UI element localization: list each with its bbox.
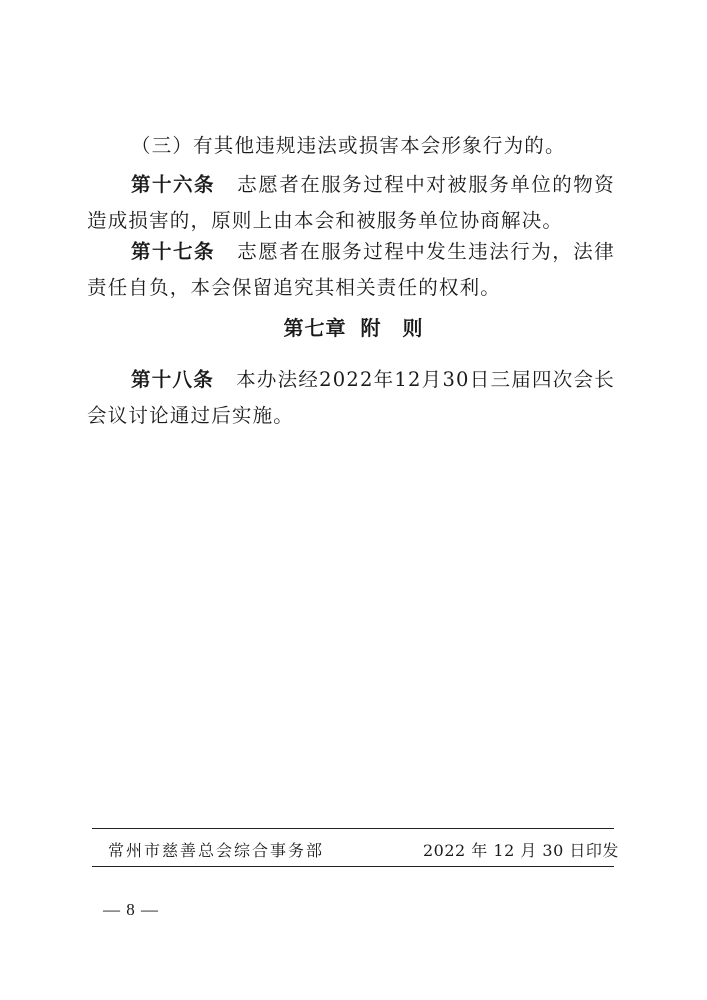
article-17-text: 志愿者在服务过程中发生违法行为，法律责任自负，本会保留追究其相关责任的权利。	[87, 240, 615, 299]
footer-issuer: 常州市慈善总会综合事务部	[108, 841, 325, 860]
item-three-paragraph	[87, 128, 615, 164]
article-17-label: 第十七条	[131, 240, 215, 263]
footer-bottom-rule	[92, 866, 614, 867]
article-16-text: 志愿者在服务过程中对被服务单位的物资造成损害的，原则上由本会和被服务单位协商解决。	[87, 173, 615, 232]
article-18-label: 第十八条	[131, 368, 215, 391]
item-three-text: （三）有其他违规违法或损害本会形象行为的。	[131, 134, 566, 157]
footer-issue-date: 2022 年 12 月 30 日印发	[423, 841, 619, 860]
page-number: — 8 —	[103, 900, 159, 919]
chapter-name: 附 则	[360, 316, 424, 340]
article-16	[87, 167, 615, 239]
article-16-label: 第十六条	[131, 173, 215, 196]
chapter-heading	[0, 312, 707, 341]
footer-top-rule	[92, 828, 614, 829]
article-18-text: 本办法经2022年12月30日三届四次会长会议讨论通过后实施。	[87, 368, 615, 427]
article-18	[87, 362, 615, 434]
chapter-number: 第七章	[283, 316, 347, 340]
article-17	[87, 234, 615, 306]
